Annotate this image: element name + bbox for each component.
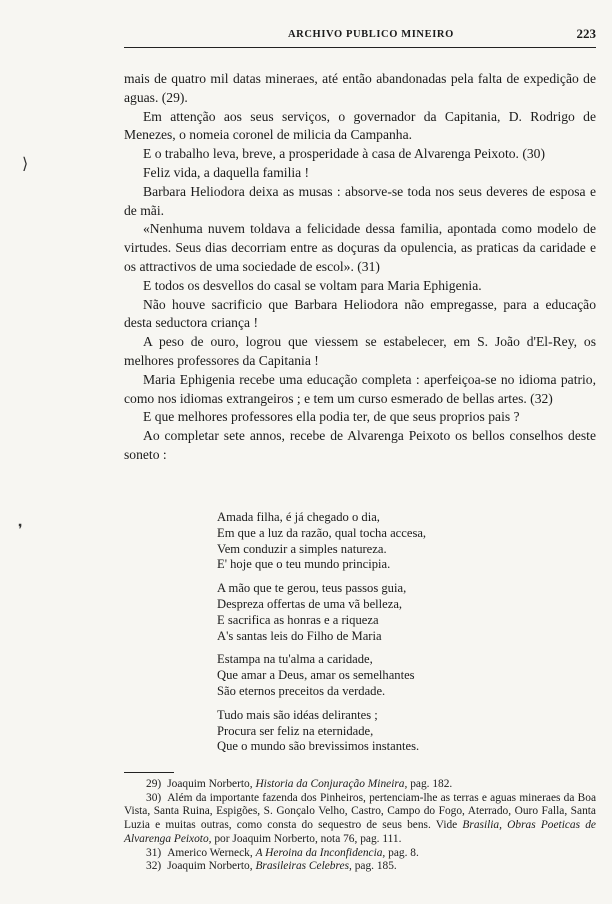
running-title: ARCHIVO PUBLICO MINEIRO (288, 29, 454, 40)
sonnet (217, 510, 517, 763)
verse: E sacrifica as honras e a riqueza (217, 612, 379, 627)
stanza (217, 581, 517, 644)
paragraph: E todos os desvellos do casal se voltam para Maria Ephigenia. (143, 277, 482, 293)
stanza (217, 510, 517, 573)
verse: Que amar a Deus, amar os semelhantes (217, 668, 415, 683)
footnote-text: pag. 8. (385, 846, 419, 859)
verse: Que o mundo são brevissimos instantes. (217, 739, 420, 754)
verse: Tudo mais são idéas delirantes ; (217, 707, 378, 722)
footnote-title: A Heroina da Inconfidencia, (255, 846, 386, 859)
paragraph: Ao completar sete annos, recebe de Alvarenga Peixoto os bellos conselhos deste soneto : (124, 428, 596, 462)
footnote-text: Além da importante fazenda dos Pinheiros, pertenciam-lhe as terras e aguas mineraes da Boa Vista, Santa Ruina, Espigões, S. Gonçalo Velho, Castro, Campo do Fogo, Aterrado, Ouro Falla, Santa Luzia e muitas outras, como consta do sequestro de seus bens. Vide (124, 791, 596, 832)
footnote (124, 792, 596, 847)
paragraph: Em attenção aos seus serviços, o governador da Capitania, D. Rodrigo de Menezes, o nomeia coronel de milicia da Campanha. (124, 108, 596, 143)
stanza (217, 652, 517, 699)
verse: A mão que te gerou, teus passos guia, (217, 581, 407, 596)
footnote (124, 778, 596, 792)
footnote-number: 32) (146, 860, 162, 873)
page-number: 223 (576, 26, 596, 41)
header-rule (124, 47, 596, 48)
paragraph: Não houve sacrificio que Barbara Heliodora não empregasse, para a educação desta seductora criança ! (124, 296, 596, 331)
footnote-text: Joaquim Norberto, (167, 860, 256, 873)
footnote (124, 847, 596, 861)
paragraph: E o trabalho leva, breve, a prosperidade à casa de Alvarenga Peixoto. (30) (143, 146, 545, 162)
verse: Em que a luz da razão, qual tocha accesa, (217, 525, 427, 540)
footnote-number: 30) (146, 791, 162, 804)
footnote-text: pag. 182. (407, 778, 453, 790)
margin-mark: ⟩ (22, 156, 29, 173)
stanza (217, 708, 517, 755)
paragraph: Feliz vida, a daquella familia ! (143, 164, 310, 180)
footnote-text: pag. 185. (351, 860, 397, 873)
footnotes (124, 778, 596, 874)
verse: A's santas leis do Filho de Maria (217, 628, 382, 643)
footnote-number: 29) (146, 778, 162, 790)
footnote-title: Historia da Conjuração Mineira, (255, 778, 408, 790)
margin-mark: ❜ (18, 523, 23, 538)
verse: Procura ser feliz na eternidade, (217, 723, 374, 738)
footnote (124, 860, 596, 874)
footnote-title: Brasileiras Celebres, (255, 860, 352, 873)
verse: E' hoje que o teu mundo principia. (217, 557, 391, 572)
verse: Vem conduzir a simples natureza. (217, 541, 387, 556)
body-text (124, 70, 596, 465)
footnote-rule (124, 772, 174, 773)
footnote-number: 31) (146, 846, 162, 859)
footnote-text: Joaquim Norberto, (167, 778, 256, 790)
paragraph: mais de quatro mil datas mineraes, até então abandonadas pela falta de expedição de aguas. (29). (124, 71, 596, 105)
footnote-title: Brasilia, Obras Poeticas de Alvarenga Peixoto, (124, 819, 596, 845)
verse: Amada filha, é já chegado o dia, (217, 510, 380, 524)
paragraph: Maria Ephigenia recebe uma educação completa : aperfeiçoa-se no idioma patrio, como nos idiomas extrangeiros ; e tem um curso esmerado de bellas artes. (32) (124, 371, 596, 406)
footnote-text: Americo Werneck, (167, 846, 256, 859)
footnote-text: por Joaquim Norberto, nota 76, pag. 111. (211, 832, 402, 845)
paragraph: «Nenhuma nuvem toldava a felicidade dessa familia, apontada como modelo de virtudes. Seus dias decorriam entre as doçuras da opulencia, as praticas da caridade e os attractivos de uma sociedade de escol». (31) (124, 221, 596, 274)
verse: Despreza offertas de uma vã belleza, (217, 596, 403, 611)
verse: São eternos preceitos da verdade. (217, 683, 386, 698)
verse: Estampa na tu'alma a caridade, (217, 652, 373, 667)
paragraph: Barbara Heliodora deixa as musas : absorve-se toda nos seus deveres de esposa e de mãi. (124, 183, 596, 218)
paragraph: E que melhores professores ella podia ter, de que seus proprios pais ? (143, 409, 520, 425)
paragraph: A peso de ouro, logrou que viessem se estabelecer, em S. João d'El-Rey, os melhores professores da Capitania ! (124, 334, 596, 368)
page-header (124, 26, 596, 46)
